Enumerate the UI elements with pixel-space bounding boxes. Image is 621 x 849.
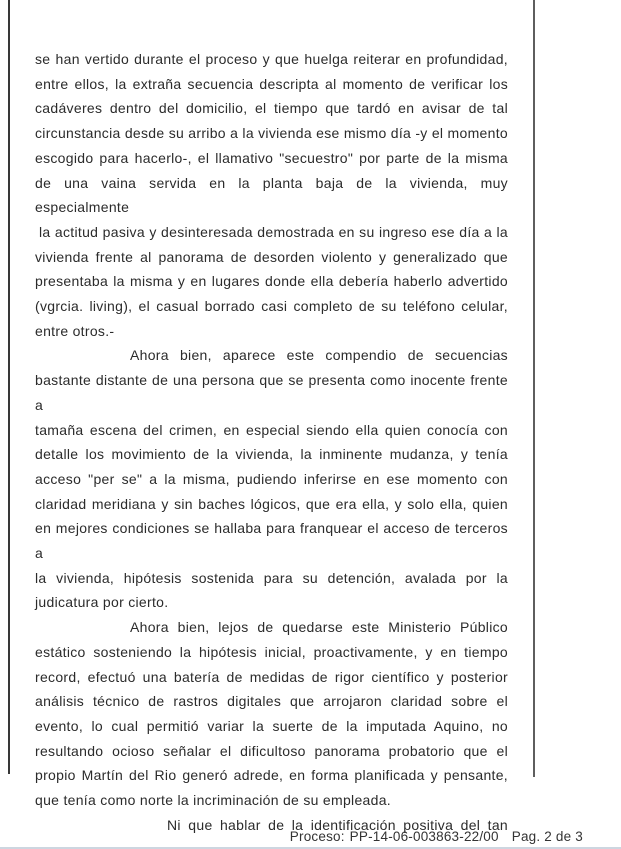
- text-line: la vivienda, hipótesis sostenida para su detención, avalada por la: [35, 569, 508, 586]
- text-line: cadáveres dentro del domicilio, el tiempo que tardó en avisar de tal: [35, 100, 508, 117]
- text-line: claridad meridiana y sin baches lógicos, que era ella, y solo ella, quien: [35, 495, 508, 512]
- text-line: escogido para hacerlo-, el llamativo "secuestro" por parte de la misma: [35, 149, 508, 166]
- process-number: PP-14-06-003863-22/00: [349, 829, 499, 844]
- page-footer: [290, 829, 583, 844]
- text-line: la actitud pasiva y desinteresada demostrada en su ingreso ese día a la: [39, 223, 508, 240]
- scan-edge-left-line: [8, 0, 10, 774]
- text-line: acceso "per se" a la misma, pudiendo inferirse en ese momento con: [35, 470, 508, 487]
- text-line: (vgrcia. living), el casual borrado casi completo de su teléfono celular,: [35, 298, 508, 315]
- text-line: Ahora bien, lejos de quedarse este Ministerio Público: [130, 619, 508, 636]
- text-line: análisis técnico de rastros digitales que arrojaron claridad sobre el: [35, 693, 508, 710]
- text-line: circunstancia desde su arribo a la vivienda ese mismo día -y el momento: [35, 125, 508, 142]
- text-line: presentaba la misma y en lugares donde ella debería haberlo advertido: [35, 273, 508, 290]
- text-line: tamaña escena del crimen, en especial siendo ella quien conocía con: [35, 421, 508, 438]
- scan-edge-right-line: [533, 0, 535, 777]
- text-line: judicatura por cierto.: [35, 594, 169, 611]
- text-line: estático sosteniendo la hipótesis inicial, proactivamente, y en tiempo: [35, 643, 508, 660]
- document-text: [35, 47, 508, 838]
- text-line: de una vaina servida en la planta baja de la vivienda, muy especialmente: [35, 174, 508, 216]
- text-line: Ahora bien, aparece este compendio de secuencias: [130, 347, 508, 364]
- text-line: se han vertido durante el proceso y que huelga reiterar en profundidad,: [35, 51, 508, 67]
- text-line: que tenía como norte la incriminación de su empleada.: [35, 792, 391, 809]
- text-line: resultando ocioso señalar el dificultoso panorama probatorio que el: [35, 742, 508, 759]
- text-line: en mejores condiciones se hallaba para franquear el acceso de terceros a: [35, 520, 508, 562]
- text-line: entre ellos, la extraña secuencia descripta al momento de verificar los: [35, 75, 508, 92]
- text-line: Ni que hablar de la identificación positiva del tan: [167, 816, 508, 833]
- text-line: evento, lo cual permitió variar la suerte de la imputada Aquino, no: [35, 717, 508, 734]
- process-label: Proceso:: [289, 829, 345, 844]
- text-line: record, efectuó una batería de medidas de rigor científico y posterior: [35, 668, 508, 685]
- text-line: propio Martín del Rio generó adrede, en forma planificada y pensante,: [35, 767, 508, 784]
- text-line: entre otros.-: [35, 322, 115, 339]
- page-indicator: Pag. 2 de 3: [511, 829, 583, 844]
- text-line: detalle los movimiento de la vivienda, la inminente mudanza, y tenía: [35, 446, 508, 463]
- text-line: vivienda frente al panorama de desorden violento y generalizado que: [35, 248, 508, 265]
- text-line: bastante distante de una persona que se presenta como inocente frente a: [35, 372, 508, 413]
